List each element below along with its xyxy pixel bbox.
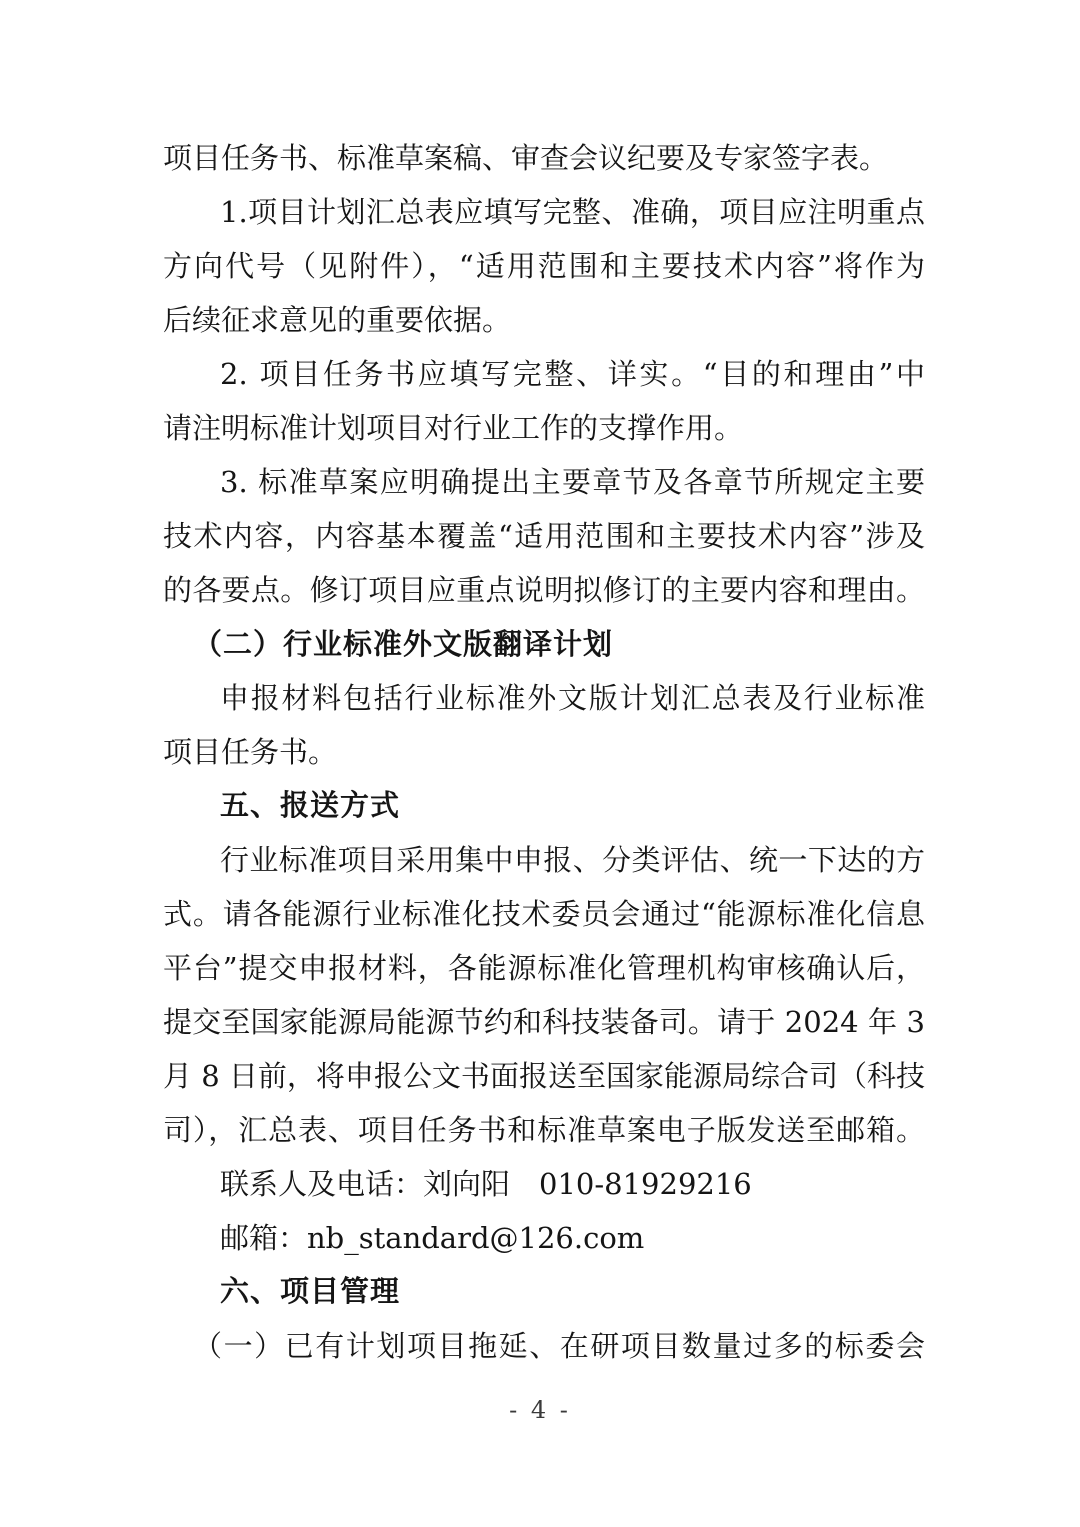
paragraph-line: 司），汇总表、项目任务书和标准草案电子版发送至邮箱。 <box>163 1113 925 1147</box>
paragraph-line: 平台”提交申报材料，各能源标准化管理机构审核确认后， <box>163 951 925 985</box>
paragraph-line: 的各要点。修订项目应重点说明拟修订的主要内容和理由。 <box>163 573 925 607</box>
page-number: - 4 - <box>509 1396 571 1424</box>
paragraph-line: 项目任务书。 <box>163 735 338 769</box>
paragraph-line: 式。请各能源行业标准化技术委员会通过“能源标准化信息 <box>163 897 925 931</box>
paragraph-line: 申报材料包括行业标准外文版计划汇总表及行业标准 <box>220 681 925 715</box>
paragraph-line: 请注明标准计划项目对行业工作的支撑作用。 <box>163 411 744 445</box>
contact-email-line: 邮箱：nb_standard@126.com <box>220 1221 645 1255</box>
contact-person-phone-line: 联系人及电话：刘向阳 010-81929216 <box>220 1167 752 1201</box>
paragraph-line: 月 8 日前，将申报公文书面报送至国家能源局综合司（科技 <box>163 1059 925 1093</box>
paragraph-line: 后续征求意见的重要依据。 <box>163 303 512 337</box>
paragraph-line: 方向代号（见附件），“适用范围和主要技术内容”将作为 <box>163 249 925 283</box>
paragraph-line: 提交至国家能源局能源节约和科技装备司。请于 2024 年 3 <box>163 1005 925 1039</box>
section-heading-project-management: 六、项目管理 <box>220 1276 401 1308</box>
section-heading-submission-method: 五、报送方式 <box>220 790 401 822</box>
document-body <box>163 131 925 1373</box>
section-heading-foreign-translation: （二）行业标准外文版翻译计划 <box>193 627 614 661</box>
paragraph-line: 行业标准项目采用集中申报、分类评估、统一下达的方 <box>220 843 925 877</box>
paragraph-line-item-3: 3. 标准草案应明确提出主要章节及各章节所规定主要 <box>220 465 925 499</box>
paragraph-line-item-2: 2. 项目任务书应填写完整、详实。“目的和理由”中 <box>220 357 925 391</box>
paragraph-line: 项目任务书、标准草案稿、审查会议纪要及专家签字表。 <box>163 141 889 175</box>
paragraph-line: （一）已有计划项目拖延、在研项目数量过多的标委会 <box>193 1329 925 1363</box>
paragraph-line: 技术内容，内容基本覆盖“适用范围和主要技术内容”涉及 <box>163 519 925 553</box>
paragraph-line-item-1: 1.项目计划汇总表应填写完整、准确，项目应注明重点 <box>220 195 925 229</box>
